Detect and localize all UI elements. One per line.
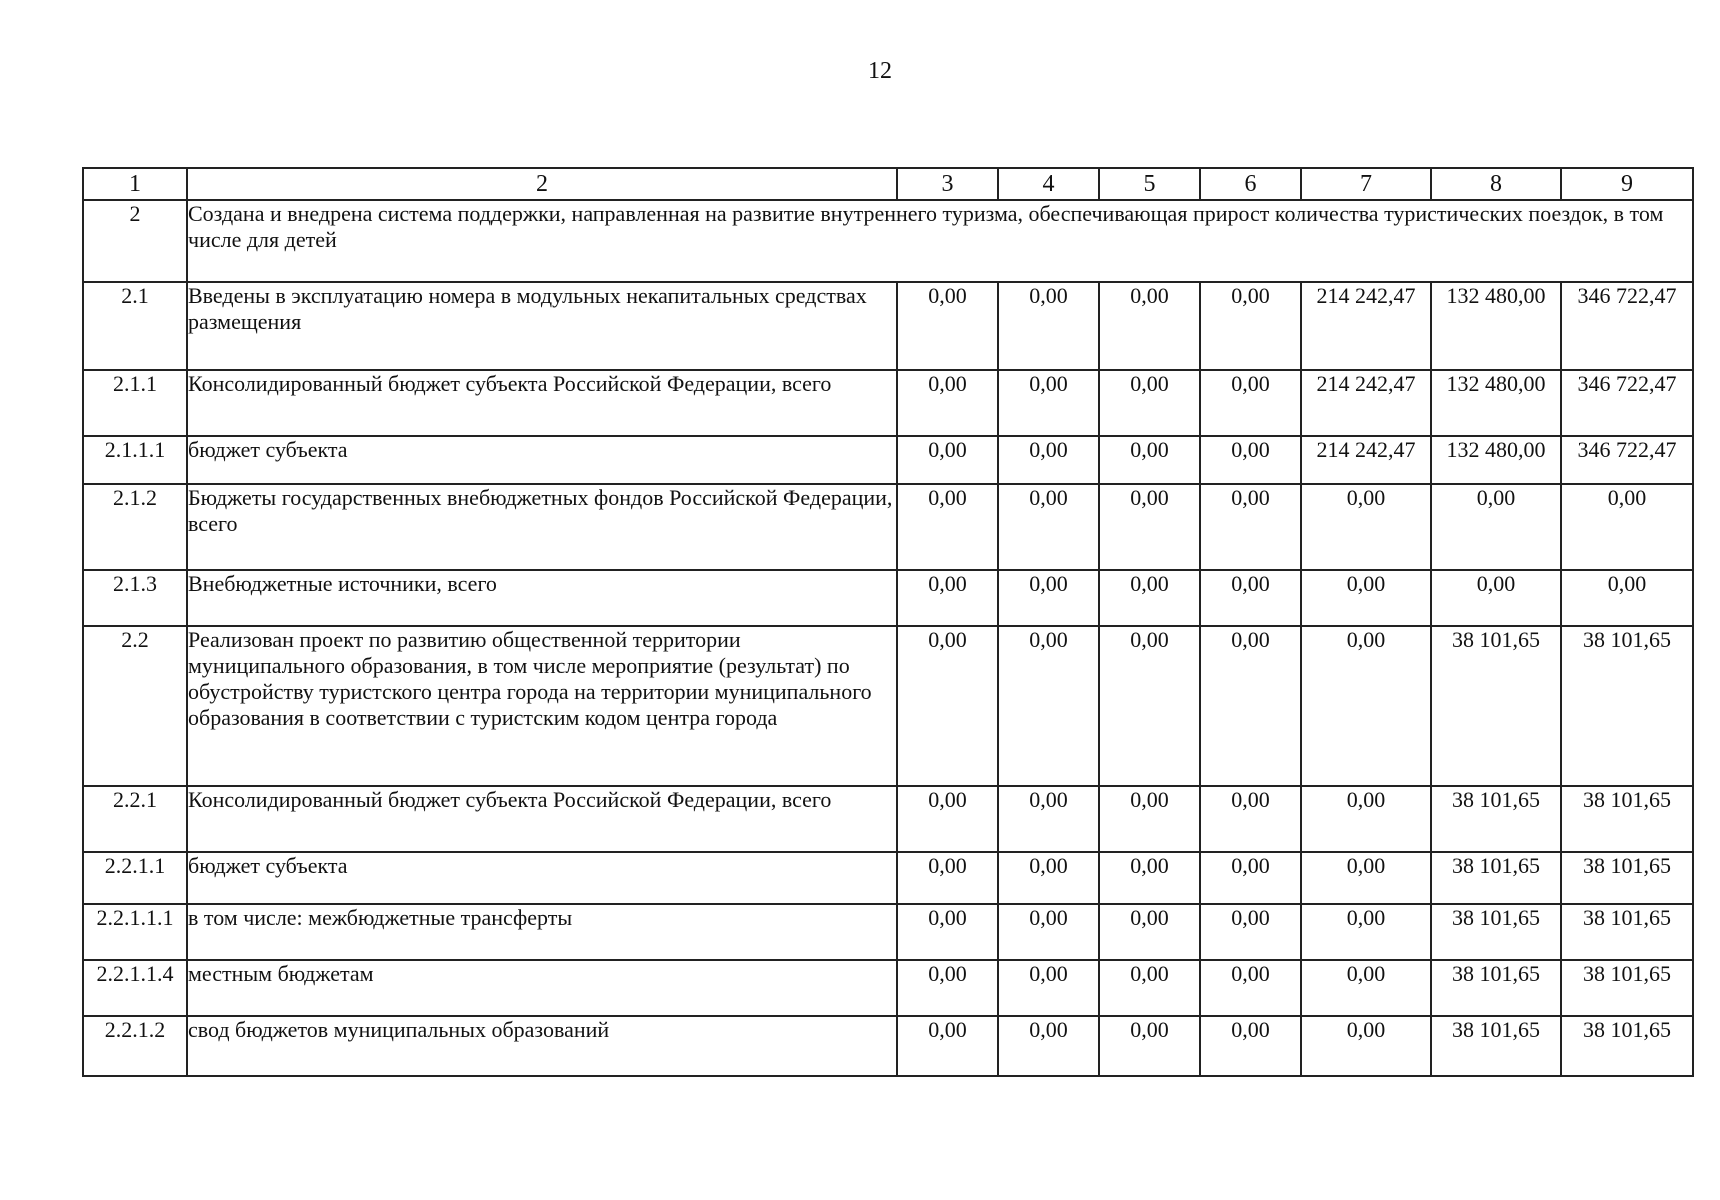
value-cell-col-3: 0,00 xyxy=(897,852,998,904)
value-cell-col-6: 0,00 xyxy=(1200,852,1301,904)
value-cell-col-4: 0,00 xyxy=(998,1016,1099,1076)
value-cell-col-7: 214 242,47 xyxy=(1301,282,1431,370)
value-cell-col-3: 0,00 xyxy=(897,282,998,370)
row-code: 2.2 xyxy=(83,626,187,786)
value-cell-col-5: 0,00 xyxy=(1099,570,1200,626)
value-cell-col-7: 0,00 xyxy=(1301,786,1431,852)
column-number: 2 xyxy=(187,168,897,200)
value-cell-col-3: 0,00 xyxy=(897,484,998,570)
budget-table xyxy=(82,167,1694,1077)
value-cell-col-3: 0,00 xyxy=(897,370,998,436)
value-cell-col-4: 0,00 xyxy=(998,436,1099,484)
row-code: 2.1.2 xyxy=(83,484,187,570)
section-row xyxy=(83,200,1693,282)
value-cell-col-8: 132 480,00 xyxy=(1431,282,1561,370)
value-cell-col-4: 0,00 xyxy=(998,626,1099,786)
value-cell-col-5: 0,00 xyxy=(1099,484,1200,570)
value-cell-col-6: 0,00 xyxy=(1200,370,1301,436)
column-number: 8 xyxy=(1431,168,1561,200)
value-cell-col-9: 38 101,65 xyxy=(1561,904,1693,960)
value-cell-col-4: 0,00 xyxy=(998,852,1099,904)
value-cell-col-6: 0,00 xyxy=(1200,484,1301,570)
value-cell-col-4: 0,00 xyxy=(998,282,1099,370)
value-cell-col-4: 0,00 xyxy=(998,960,1099,1016)
value-cell-col-8: 0,00 xyxy=(1431,570,1561,626)
value-cell-col-6: 0,00 xyxy=(1200,570,1301,626)
value-cell-col-9: 38 101,65 xyxy=(1561,1016,1693,1076)
table-row xyxy=(83,282,1693,370)
value-cell-col-7: 0,00 xyxy=(1301,484,1431,570)
value-cell-col-7: 0,00 xyxy=(1301,626,1431,786)
row-code: 2.1.1 xyxy=(83,370,187,436)
value-cell-col-5: 0,00 xyxy=(1099,852,1200,904)
value-cell-col-3: 0,00 xyxy=(897,786,998,852)
column-number: 9 xyxy=(1561,168,1693,200)
row-code: 2.2.1 xyxy=(83,786,187,852)
value-cell-col-4: 0,00 xyxy=(998,786,1099,852)
row-code: 2.2.1.1.4 xyxy=(83,960,187,1016)
value-cell-col-7: 0,00 xyxy=(1301,904,1431,960)
table-row xyxy=(83,904,1693,960)
table-row xyxy=(83,484,1693,570)
table-row xyxy=(83,852,1693,904)
value-cell-col-6: 0,00 xyxy=(1200,960,1301,1016)
table-row xyxy=(83,960,1693,1016)
column-number: 4 xyxy=(998,168,1099,200)
column-number: 1 xyxy=(83,168,187,200)
value-cell-col-4: 0,00 xyxy=(998,484,1099,570)
value-cell-col-7: 214 242,47 xyxy=(1301,436,1431,484)
value-cell-col-8: 38 101,65 xyxy=(1431,904,1561,960)
value-cell-col-8: 132 480,00 xyxy=(1431,370,1561,436)
header-row xyxy=(83,168,1693,200)
table-row xyxy=(83,436,1693,484)
value-cell-col-3: 0,00 xyxy=(897,1016,998,1076)
value-cell-col-3: 0,00 xyxy=(897,904,998,960)
table-row xyxy=(83,370,1693,436)
value-cell-col-7: 0,00 xyxy=(1301,852,1431,904)
value-cell-col-4: 0,00 xyxy=(998,904,1099,960)
table-row xyxy=(83,570,1693,626)
column-number: 3 xyxy=(897,168,998,200)
row-name: свод бюджетов муниципальных образований xyxy=(187,1016,897,1076)
row-name: местным бюджетам xyxy=(187,960,897,1016)
value-cell-col-7: 0,00 xyxy=(1301,1016,1431,1076)
table-row xyxy=(83,786,1693,852)
value-cell-col-9: 346 722,47 xyxy=(1561,282,1693,370)
value-cell-col-5: 0,00 xyxy=(1099,436,1200,484)
value-cell-col-9: 38 101,65 xyxy=(1561,626,1693,786)
table-row xyxy=(83,626,1693,786)
value-cell-col-3: 0,00 xyxy=(897,960,998,1016)
value-cell-col-9: 38 101,65 xyxy=(1561,786,1693,852)
value-cell-col-5: 0,00 xyxy=(1099,786,1200,852)
value-cell-col-7: 0,00 xyxy=(1301,570,1431,626)
value-cell-col-9: 346 722,47 xyxy=(1561,370,1693,436)
row-name: Бюджеты государственных внебюджетных фондов Российской Федерации, всего xyxy=(187,484,897,570)
row-code: 2.1.1.1 xyxy=(83,436,187,484)
row-name: Консолидированный бюджет субъекта Российской Федерации, всего xyxy=(187,786,897,852)
value-cell-col-9: 0,00 xyxy=(1561,484,1693,570)
row-code: 2.2.1.1 xyxy=(83,852,187,904)
value-cell-col-9: 38 101,65 xyxy=(1561,852,1693,904)
row-name: Внебюджетные источники, всего xyxy=(187,570,897,626)
row-name: Реализован проект по развитию общественной территории муниципального образования, в том числе мероприятие (результат) по обустройству туристского центра города на территории муниципального образования в соответствии с туристским кодом центра города xyxy=(187,626,897,786)
value-cell-col-8: 38 101,65 xyxy=(1431,852,1561,904)
column-number: 6 xyxy=(1200,168,1301,200)
value-cell-col-5: 0,00 xyxy=(1099,370,1200,436)
value-cell-col-5: 0,00 xyxy=(1099,904,1200,960)
value-cell-col-4: 0,00 xyxy=(998,570,1099,626)
column-number: 7 xyxy=(1301,168,1431,200)
value-cell-col-7: 214 242,47 xyxy=(1301,370,1431,436)
value-cell-col-6: 0,00 xyxy=(1200,904,1301,960)
value-cell-col-8: 132 480,00 xyxy=(1431,436,1561,484)
value-cell-col-9: 0,00 xyxy=(1561,570,1693,626)
value-cell-col-7: 0,00 xyxy=(1301,960,1431,1016)
row-name: бюджет субъекта xyxy=(187,436,897,484)
value-cell-col-9: 38 101,65 xyxy=(1561,960,1693,1016)
value-cell-col-6: 0,00 xyxy=(1200,282,1301,370)
value-cell-col-8: 38 101,65 xyxy=(1431,1016,1561,1076)
value-cell-col-3: 0,00 xyxy=(897,626,998,786)
row-name: в том числе: межбюджетные трансферты xyxy=(187,904,897,960)
value-cell-col-6: 0,00 xyxy=(1200,1016,1301,1076)
value-cell-col-5: 0,00 xyxy=(1099,960,1200,1016)
row-name: Введены в эксплуатацию номера в модульных некапитальных средствах размещения xyxy=(187,282,897,370)
value-cell-col-3: 0,00 xyxy=(897,570,998,626)
page-number: 12 xyxy=(868,58,892,84)
row-name: бюджет субъекта xyxy=(187,852,897,904)
value-cell-col-6: 0,00 xyxy=(1200,626,1301,786)
value-cell-col-6: 0,00 xyxy=(1200,436,1301,484)
value-cell-col-9: 346 722,47 xyxy=(1561,436,1693,484)
value-cell-col-5: 0,00 xyxy=(1099,1016,1200,1076)
value-cell-col-8: 38 101,65 xyxy=(1431,786,1561,852)
row-code: 2.2.1.2 xyxy=(83,1016,187,1076)
row-code: 2.1.3 xyxy=(83,570,187,626)
value-cell-col-5: 0,00 xyxy=(1099,282,1200,370)
value-cell-col-6: 0,00 xyxy=(1200,786,1301,852)
value-cell-col-8: 0,00 xyxy=(1431,484,1561,570)
section-code: 2 xyxy=(83,200,187,282)
value-cell-col-8: 38 101,65 xyxy=(1431,960,1561,1016)
section-title: Создана и внедрена система поддержки, направленная на развитие внутреннего туризма, обеспечивающая прирост количества туристических поездок, в том числе для детей xyxy=(187,200,1693,282)
column-number: 5 xyxy=(1099,168,1200,200)
table-row xyxy=(83,1016,1693,1076)
value-cell-col-8: 38 101,65 xyxy=(1431,626,1561,786)
row-code: 2.1 xyxy=(83,282,187,370)
row-name: Консолидированный бюджет субъекта Российской Федерации, всего xyxy=(187,370,897,436)
value-cell-col-5: 0,00 xyxy=(1099,626,1200,786)
value-cell-col-3: 0,00 xyxy=(897,436,998,484)
row-code: 2.2.1.1.1 xyxy=(83,904,187,960)
value-cell-col-4: 0,00 xyxy=(998,370,1099,436)
